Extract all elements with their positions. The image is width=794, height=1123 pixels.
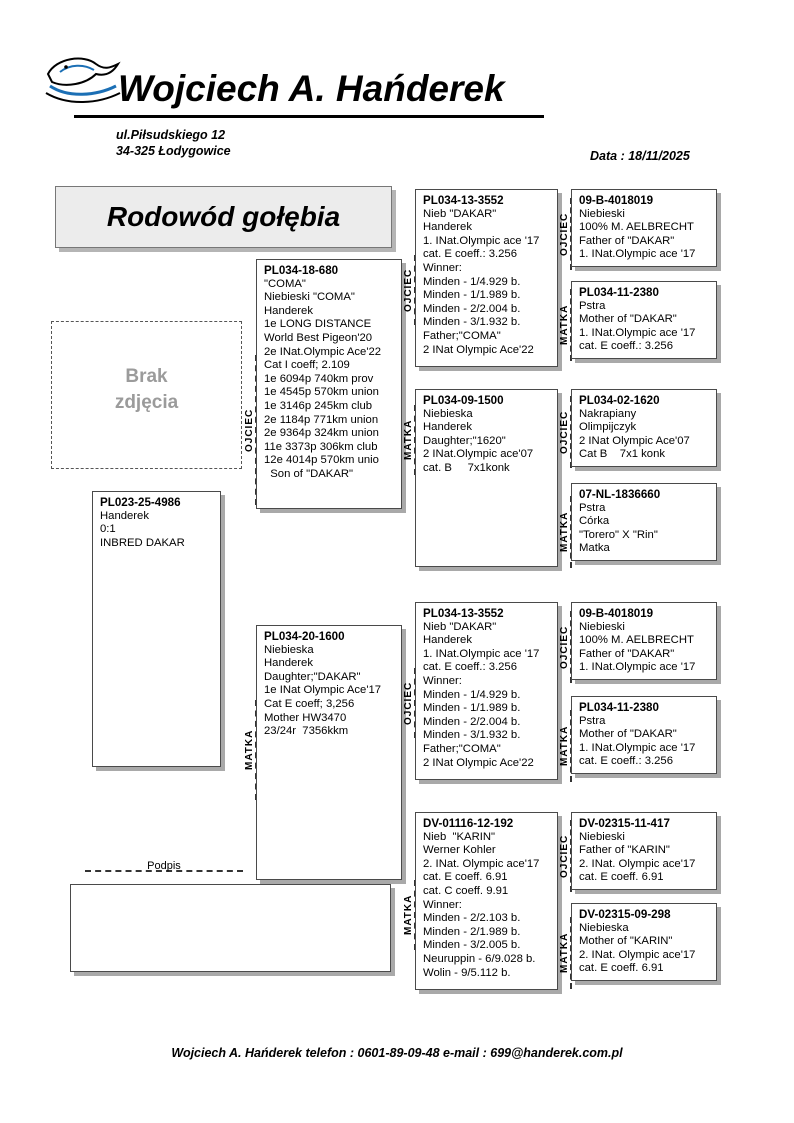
label-mother-gen3-6: MATKA (558, 710, 572, 782)
card-line: Winner: (423, 898, 462, 911)
card-line: 1. INat.Olympic ace '17 (579, 661, 696, 674)
card-line: Niebieska (579, 921, 629, 934)
signature-label: Podpis (147, 860, 181, 872)
card-line: Nieb "KARIN" (423, 830, 496, 843)
card-line: Son of "DAKAR" (264, 467, 354, 480)
card-line: Minden - 3/2.005 b. (423, 939, 521, 952)
card-line: Daughter;"1620" (423, 434, 506, 447)
address-line-1: ul.Piłsudskiego 12 (116, 128, 226, 142)
ring-number: PL034-20-1600 (264, 630, 345, 643)
card-line: Minden - 1/1.989 b. (423, 289, 521, 302)
card-line: Niebieska (264, 643, 314, 656)
card-line: Werner Kohler (423, 844, 496, 857)
label-father-gen2-a: OJCIEC (402, 255, 416, 325)
card-line: Father of "DAKAR" (579, 647, 675, 660)
card-line: Minden - 1/1.989 b. (423, 702, 521, 715)
card-line: Pstra (579, 501, 606, 514)
card-line: cat. E coeff. 6.91 (579, 871, 664, 884)
ring-number: PL034-11-2380 (579, 701, 659, 714)
card-line: Olimpijczyk (579, 421, 637, 434)
card-line: Minden - 1/4.929 b. (423, 688, 521, 701)
label-father-gen3-5: OJCIEC (558, 611, 572, 683)
pedigree-card-mother (256, 625, 402, 880)
document-date: Data : 18/11/2025 (590, 149, 690, 163)
label-mother-gen3-8: MATKA (558, 917, 572, 989)
card-line: Niebieski (579, 830, 625, 843)
card-line: Mother of "DAKAR" (579, 313, 677, 326)
page-title-text: Rodowód gołębia (106, 201, 341, 232)
label-father-gen1: OJCIEC (243, 355, 257, 505)
card-line: Father of "KARIN" (579, 844, 670, 857)
ring-number: 07-NL-1836660 (579, 488, 661, 501)
address-line-2: 34-325 Łodygowice (116, 144, 231, 158)
card-line: Nieb "DAKAR" (423, 207, 497, 220)
pedigree-card-gen3-6 (571, 696, 717, 774)
card-line: Niebieski (579, 620, 625, 633)
card-line: 2e 1184p 771km union (264, 413, 379, 426)
card-line: cat. C coeff. 9.91 (423, 884, 509, 897)
brand-underline (74, 115, 544, 118)
pedigree-card-gen3-8 (571, 903, 717, 981)
card-line: 12e 4014p 570km unio (264, 454, 379, 467)
card-line: Mother of "KARIN" (579, 935, 673, 948)
pigeon-logo-icon (44, 52, 122, 104)
card-line: "COMA" (264, 277, 306, 290)
card-line: Handerek (264, 657, 313, 670)
photo-placeholder-line2: zdjęcia (114, 392, 179, 413)
pedigree-card-gen3-1 (571, 189, 717, 267)
card-line: 1. INat.Olympic ace '17 (579, 248, 696, 261)
card-line: Pstra (579, 714, 606, 727)
card-line: 2 INat.Olympic ace'07 (423, 448, 534, 461)
pedigree-card-gen3-3 (571, 389, 717, 467)
card-line: Niebieski (579, 207, 625, 220)
card-line: 2 INat Olympic Ace'22 (423, 343, 534, 356)
label-mother-gen2-a: MATKA (402, 405, 416, 475)
card-line: 2. INat. Olympic ace'17 (579, 948, 696, 961)
card-line: 2. INat. Olympic ace'17 (579, 857, 696, 870)
ring-number: DV-01116-12-192 (423, 817, 514, 830)
pedigree-card-subject (92, 491, 221, 767)
ring-number: PL034-02-1620 (579, 394, 660, 407)
card-line: 1e LONG DISTANCE (264, 318, 372, 331)
card-line: Minden - 2/2.004 b. (423, 302, 521, 315)
label-mother-gen3-4: MATKA (558, 496, 572, 568)
card-line: Cat E coeff; 3,256 (264, 697, 355, 710)
ring-number: 09-B-4018019 (579, 194, 654, 207)
card-line: Nakrapiany (579, 407, 637, 420)
pedigree-card-gen3-5 (571, 602, 717, 680)
card-line: 1. INat.Olympic ace '17 (579, 741, 696, 754)
card-line: 1. INat.Olympic ace '17 (423, 647, 540, 660)
label-mother-gen3-2: MATKA (558, 289, 572, 361)
label-mother-gen2-b: MATKA (402, 880, 416, 950)
card-line: cat. E coeff.: 3.256 (579, 340, 673, 353)
card-line: cat. E coeff. 6.91 (579, 962, 664, 975)
card-line: Handerek (100, 509, 149, 522)
ring-number: PL023-25-4986 (100, 496, 181, 509)
card-line: "Torero" X "Rin" (579, 528, 658, 541)
card-line: Nieb "DAKAR" (423, 620, 497, 633)
photo-placeholder-line1: Brak (125, 366, 168, 387)
label-father-gen2-b: OJCIEC (402, 668, 416, 738)
page-title (55, 186, 392, 248)
card-line: 100% M. AELBRECHT (579, 634, 694, 647)
card-line: 2 INat Olympic Ace'07 (579, 434, 690, 447)
card-line: Córka (579, 515, 610, 528)
card-line: Father;"COMA" (423, 329, 501, 342)
card-line: Minden - 1/4.929 b. (423, 275, 521, 288)
card-line: Handerek (423, 221, 472, 234)
card-line: 1e INat Olympic Ace'17 (264, 684, 382, 697)
brand-title: Wojciech A. Hańderek (118, 68, 505, 109)
card-line: Neuruppin - 6/9.028 b. (423, 952, 536, 965)
card-line: 2 INat Olympic Ace'22 (423, 756, 534, 769)
card-line: Minden - 2/2.103 b. (423, 912, 521, 925)
card-line: 23/24r 7356kkm (264, 725, 349, 738)
card-line: Cat I coeff; 2.109 (264, 359, 350, 372)
card-line: 0:1 (100, 523, 116, 536)
pedigree-card-gen3-2 (571, 281, 717, 359)
card-line: 100% M. AELBRECHT (579, 221, 694, 234)
card-line: Handerek (423, 421, 472, 434)
card-line: Minden - 3/1.932 b. (423, 729, 521, 742)
card-line: Minden - 2/1.989 b. (423, 925, 521, 938)
pedigree-card-gen3-7 (571, 812, 717, 890)
card-line: cat. E coeff.: 3.256 (423, 248, 517, 261)
notes-box (70, 884, 391, 972)
ring-number: DV-02315-09-298 (579, 908, 671, 921)
card-line: 2. INat. Olympic ace'17 (423, 857, 540, 870)
card-line: Father;"COMA" (423, 742, 501, 755)
card-line: cat. E coeff.: 3.256 (423, 661, 517, 674)
card-line: INBRED DAKAR (100, 536, 185, 549)
label-father-gen3-1: OJCIEC (558, 198, 572, 270)
ring-number: PL034-13-3552 (423, 194, 504, 207)
card-line: Father of "DAKAR" (579, 234, 675, 247)
card-line: Winner: (423, 674, 462, 687)
card-line: Wolin - 9/5.112 b. (423, 966, 511, 979)
photo-placeholder (51, 321, 242, 469)
card-line: 2e INat.Olympic Ace'22 (264, 345, 382, 358)
card-line: Daughter;"DAKAR" (264, 670, 361, 683)
card-line: Minden - 3/1.932 b. (423, 316, 521, 329)
card-line: Mother of "DAKAR" (579, 728, 677, 741)
card-line: cat. B 7x1konk (423, 461, 510, 474)
card-line: 11e 3373p 306km club (264, 440, 378, 453)
card-line: Handerek (264, 304, 313, 317)
card-line: Mother HW3470 (264, 711, 347, 724)
card-line: 1. INat.Olympic ace '17 (423, 234, 540, 247)
card-line: cat. E coeff. 6.91 (423, 871, 508, 884)
card-line: Cat B 7x1 konk (579, 448, 666, 461)
ring-number: PL034-09-1500 (423, 394, 504, 407)
ring-number: PL034-18-680 (264, 264, 339, 277)
card-line: 1e 6094p 740km prov (264, 372, 374, 385)
pedigree-card-gen2-4 (415, 812, 558, 990)
pedigree-card-gen3-4 (571, 483, 717, 561)
ring-number: 09-B-4018019 (579, 607, 654, 620)
card-line: 1. INat.Olympic ace '17 (579, 326, 696, 339)
pedigree-card-father (256, 259, 402, 509)
card-line: 1e 4545p 570km union (264, 386, 379, 399)
label-father-gen3-3: OJCIEC (558, 396, 572, 468)
card-line: Matka (579, 542, 610, 555)
label-father-gen3-7: OJCIEC (558, 820, 572, 892)
page-footer: Wojciech A. Hańderek telefon : 0601-89-09-48 e-mail : 699@handerek.com.pl (171, 1046, 623, 1060)
card-line: Winner: (423, 261, 462, 274)
ring-number: PL034-13-3552 (423, 607, 504, 620)
card-line: Handerek (423, 634, 472, 647)
pedigree-card-gen2-1 (415, 189, 558, 367)
card-line: Niebieski "COMA" (264, 291, 355, 304)
pedigree-card-gen2-3 (415, 602, 558, 780)
card-line: Minden - 2/2.004 b. (423, 715, 521, 728)
card-line: 1e 3146p 245km club (264, 399, 373, 412)
card-line: Pstra (579, 299, 606, 312)
card-line: Niebieska (423, 407, 473, 420)
pedigree-card-gen2-2 (415, 389, 558, 567)
ring-number: DV-02315-11-417 (579, 817, 670, 830)
ring-number: PL034-11-2380 (579, 286, 659, 299)
card-line: World Best Pigeon'20 (264, 331, 373, 344)
card-line: 2e 9364p 324km union (264, 427, 379, 440)
card-line: cat. E coeff.: 3.256 (579, 755, 673, 768)
label-mother-gen1: MATKA (243, 700, 257, 800)
